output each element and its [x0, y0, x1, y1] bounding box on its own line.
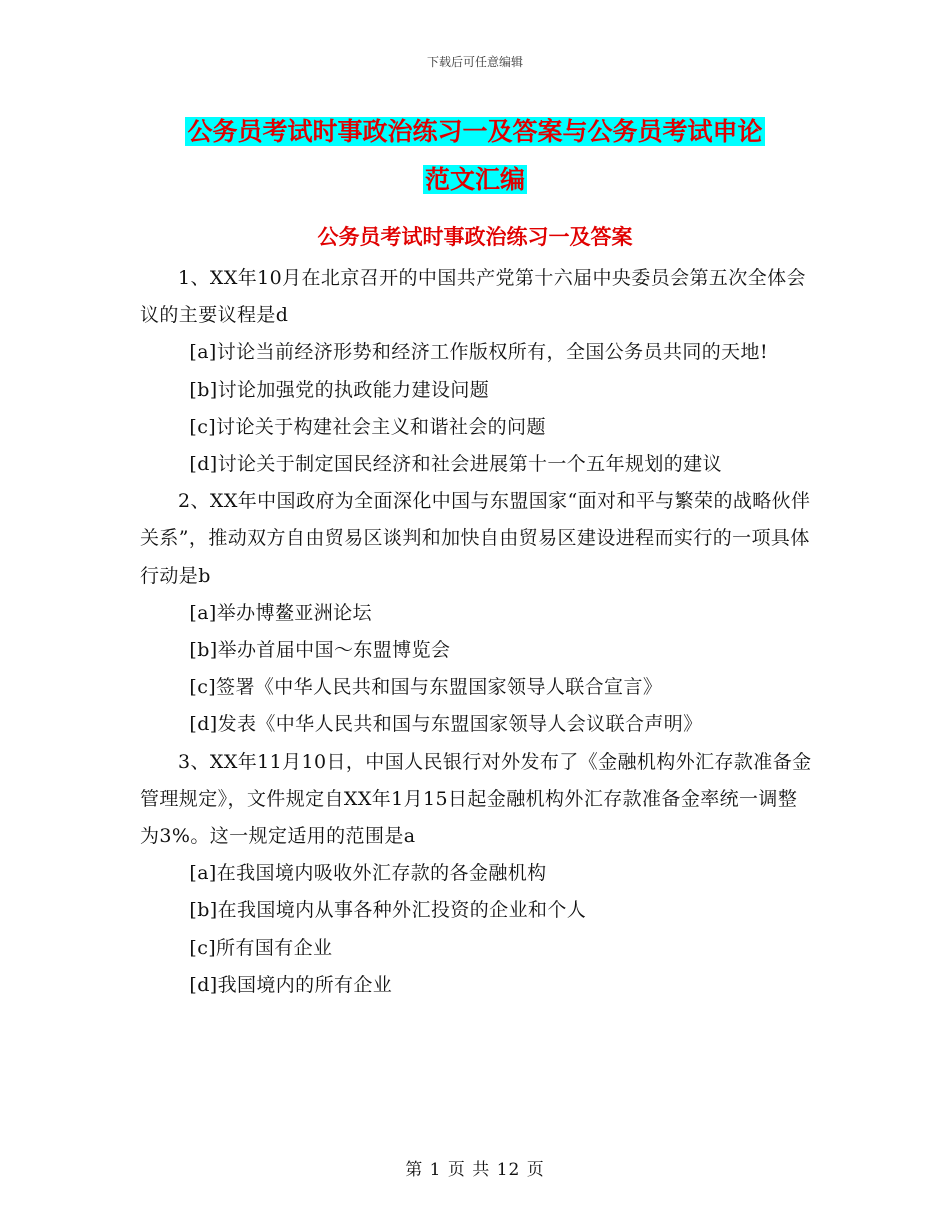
question-option: [c]所有国有企业 [189, 936, 333, 959]
header-note: 下载后可任意编辑 [426, 55, 523, 69]
title-line-1: 公务员考试时事政治练习一及答案与公务员考试申论 [187, 117, 763, 146]
question-option: [b]讨论加强党的执政能力建设问题 [189, 378, 490, 401]
section-title: 公务员考试时事政治练习一及答案 [317, 225, 633, 249]
question-option: [b]在我国境内从事各种外汇投资的企业和个人 [189, 899, 587, 922]
question-option: [d]我国境内的所有企业 [189, 973, 393, 996]
title-line-2: 范文汇编 [424, 165, 525, 194]
question-option: [d]讨论关于制定国民经济和社会进展第十一个五年规划的建议 [189, 453, 722, 476]
page-number: 第 1 页 共 12 页 [405, 1160, 545, 1180]
question-option: [c]签署《中华人民共和国与东盟国家领导人联合宣言》 [189, 676, 663, 699]
question-option: [a]在我国境内吸收外汇存款的各金融机构 [189, 862, 547, 885]
question-stem: 1、XX年10月在北京召开的中国共产党第十六届中央委员会第五次全体会议的主要议程是d [140, 267, 806, 327]
question-option: [a]讨论当前经济形势和经济工作版权所有，全国公务员共同的天地! [189, 341, 768, 364]
document-title [140, 108, 810, 204]
question-option: [c]讨论关于构建社会主义和谐社会的问题 [189, 415, 546, 438]
question-stem: 3、XX年11月10日，中国人民银行对外发布了《金融机构外汇存款准备金管理规定》，文件规定自XX年1月15日起金融机构外汇存款准备金率统一调整为3%。这一规定适用的范围是a [140, 750, 812, 848]
question-list [140, 260, 812, 1004]
question-option: [d]发表《中华人民共和国与东盟国家领导人会议联合声明》 [189, 713, 703, 736]
question-option: [a]举办博鳌亚洲论坛 [189, 601, 372, 624]
question-option: [b]举办首届中国～东盟博览会 [189, 639, 451, 662]
question-stem: 2、XX年中国政府为全面深化中国与东盟国家“面对和平与繁荣的战略伙伴关系”，推动双方自由贸易区谈判和加快自由贸易区建设进程而实行的一项具体行动是b [140, 490, 811, 587]
